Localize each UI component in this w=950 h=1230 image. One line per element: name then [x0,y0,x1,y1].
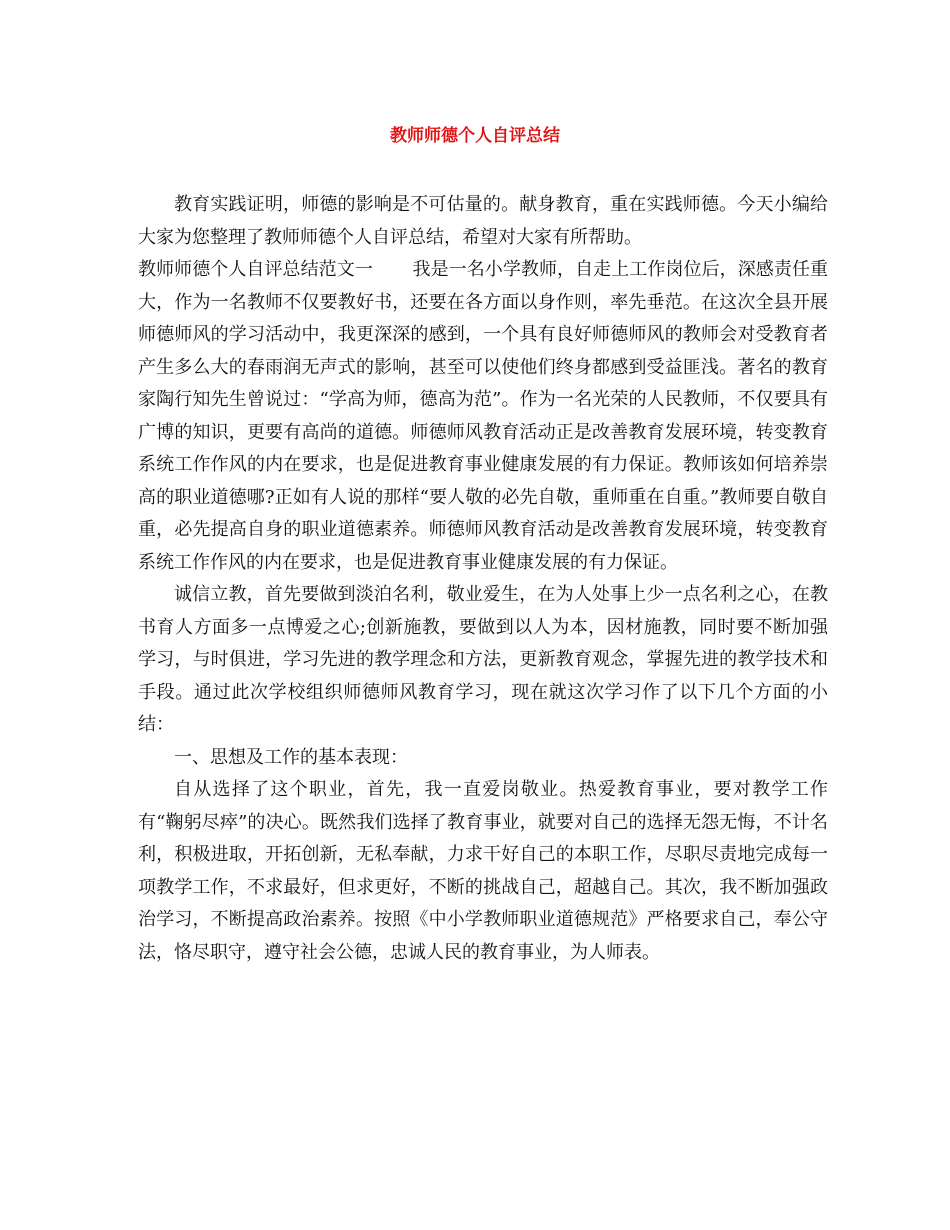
paragraph-2: 诚信立教，首先要做到淡泊名利，敬业爱生，在为人处事上少一点名利之心，在教书育人方面多一点博爱之心;创新施教，要做到以人为本，因材施教，同时要不断加强学习，与时俱进，学习先进的教学理念和方法，更新教育观念，掌握先进的教学技术和手段。通过此次学校组织师德师风教育学习，现在就这次学习作了以下几个方面的小结： [138,584,828,735]
sample-heading: 教师师德个人自评总结范文一 [138,259,373,280]
sample-paragraph [138,254,828,579]
section-1-heading: 一、思想及工作的基本表现： [174,746,408,768]
intro-paragraph: 教育实践证明，师德的影响是不可估量的。献身教育，重在实践师德。今天小编给大家为您整理了教师师德个人自评总结，希望对大家有所帮助。 [138,194,828,248]
sample-text: 我是一名小学教师，自走上工作岗位后，深感责任重大，作为一名教师不仅要教好书，还要在各方面以身作则，率先垂范。在这次全县开展师德师风的学习活动中，我更深深的感到，一个具有良好师德师风的教师会对受教育者产生多么大的春雨润无声式的影响，甚至可以使他们终身都感到受益匪浅。著名的教育家陶行知先生曾说过：“学高为师，德高为范”。作为一名光荣的人民教师，不仅要具有广博的知识，更要有高尚的道德。师德师风教育活动正是改善教育发展环境，转变教育系统工作作风的内在要求，也是促进教育事业健康发展的有力保证。教师该如何培养崇高的职业道德哪?正如有人说的那样“要人敬的必先自敬，重师重在自重。”教师要自敬自重，必先提高自身的职业道德素养。师德师风教育活动是改善教育发展环境，转变教育系统工作作风的内在要求，也是促进教育事业健康发展的有力保证。 [138,259,829,573]
document-body [138,189,828,969]
paragraph-3: 自从选择了这个职业，首先，我一直爱岗敬业。热爱教育事业，要对教学工作有“鞠躬尽瘁”的决心。既然我们选择了教育事业，就要对自己的选择无怨无悔，不计名利，积极进取，开拓创新，无私奉献，力求干好自己的本职工作，尽职尽责地完成每一项教学工作，不求最好，但求更好，不断的挑战自己，超越自己。其次，我不断加强政治学习，不断提高政治素养。按照《中小学教师职业道德规范》严格要求自己，奉公守法，恪尽职守，遵守社会公德，忠诚人民的教育事业，为人师表。 [138,779,828,963]
document-title: 教师师德个人自评总结 [390,126,560,146]
